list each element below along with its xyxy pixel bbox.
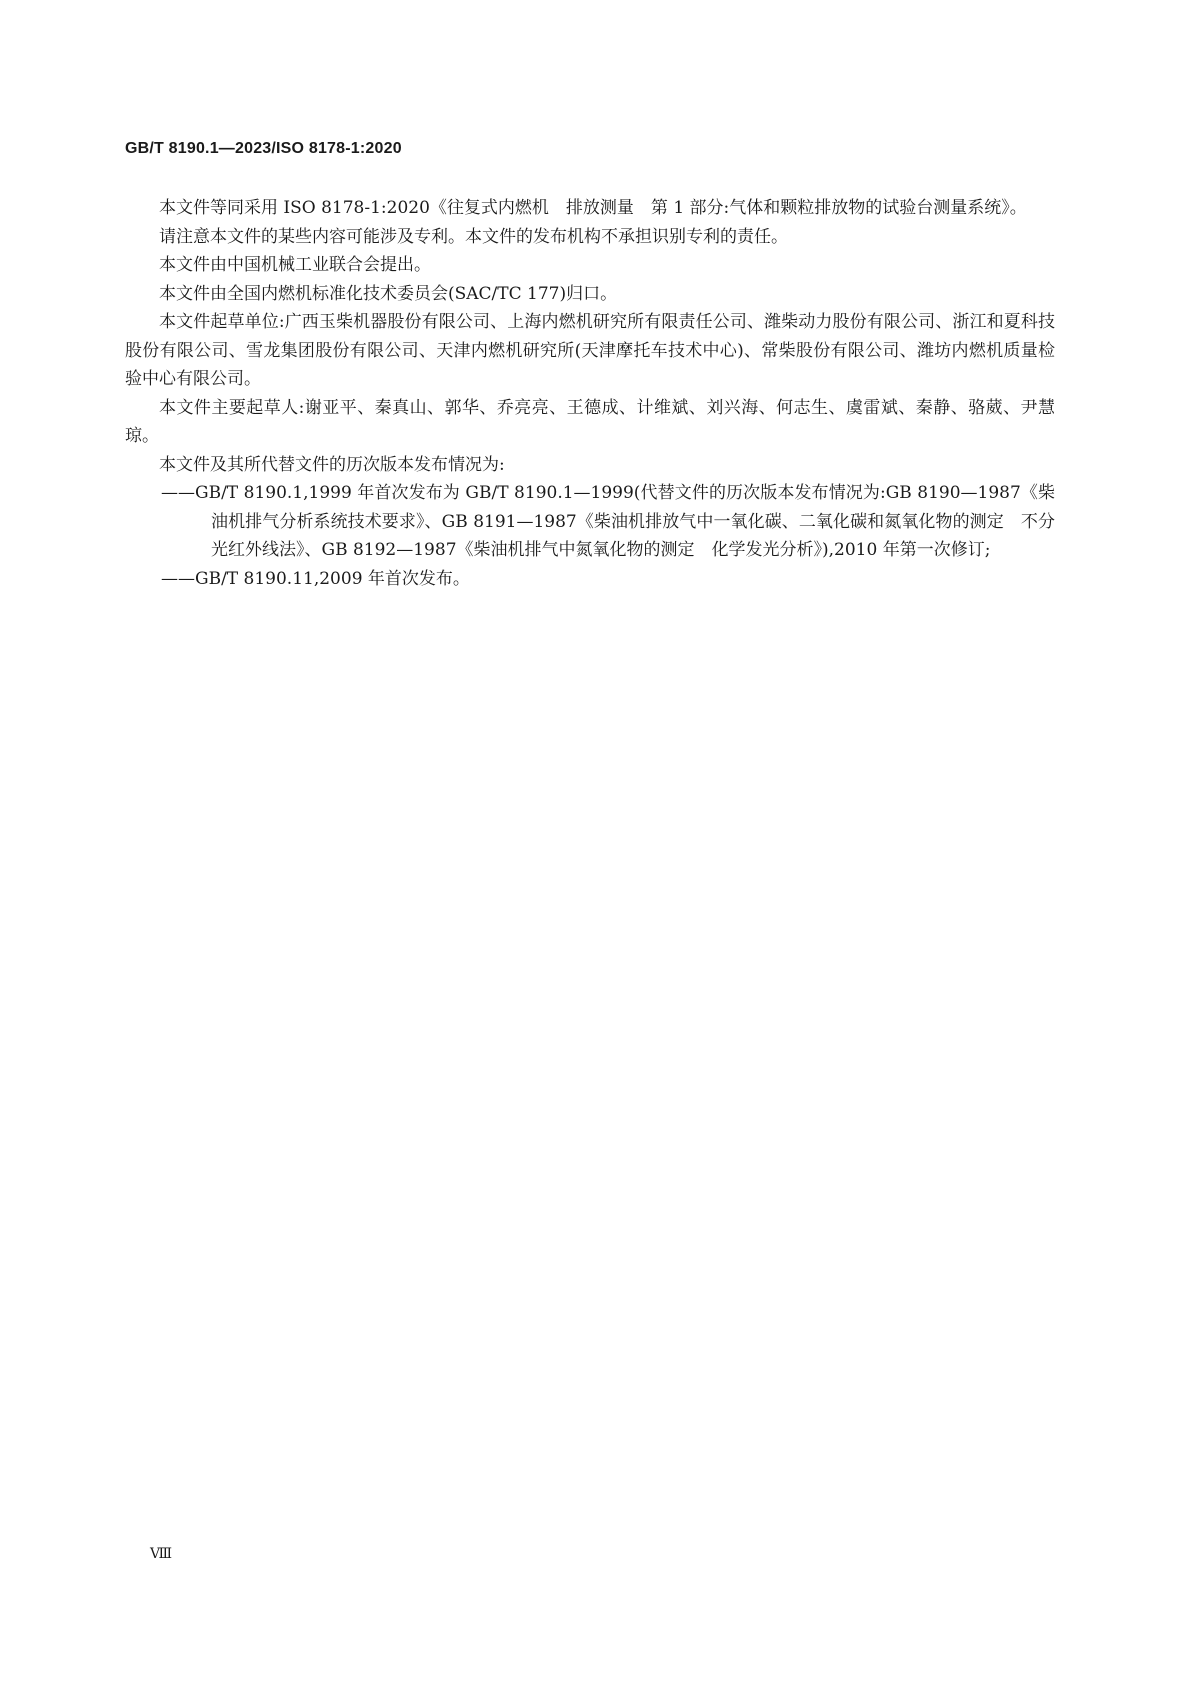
paragraph-proposer: 本文件由中国机械工业联合会提出。	[159, 255, 431, 275]
paragraph-drafters: 本文件主要起草人:谢亚平、秦真山、郭华、乔亮亮、王德成、计维斌、刘兴海、何志生、虞雷斌、秦静、骆葳、尹慧琼。	[125, 397, 1055, 446]
paragraph-committee: 本文件由全国内燃机标准化技术委员会(SAC/TC 177)归口。	[159, 283, 618, 304]
history-item: ——GB/T 8190.11,2009 年首次发布。	[161, 568, 470, 589]
foreword-body	[125, 194, 1055, 593]
page-number: Ⅷ	[150, 1547, 172, 1562]
paragraph-patent-notice: 请注意本文件的某些内容可能涉及专利。本文件的发布机构不承担识别专利的责任。	[159, 226, 788, 247]
document-code-header: GB/T 8190.1—2023/ISO 8178-1:2020	[125, 140, 402, 157]
history-item: ——GB/T 8190.1,1999 年首次发布为 GB/T 8190.1—1999(代替文件的历次版本发布情况为:GB 8190—1987《柴油机排气分析系统技术要求》、GB 8191—1987《柴油机排放气中一氧化碳、二氧化碳和氮氧化物的测定 不分光红外线法》、GB 8192—1987《柴油机排气中氮氧化物的测定 化学发光分析》),2010 年第一次修订;	[161, 483, 1055, 560]
paragraph-drafting-units: 本文件起草单位:广西玉柴机器股份有限公司、上海内燃机研究所有限责任公司、潍柴动力股份有限公司、浙江和夏科技股份有限公司、雪龙集团股份有限公司、天津内燃机研究所(天津摩托车技术中心)、常柴股份有限公司、潍坊内燃机质量检验中心有限公司。	[125, 312, 1055, 389]
version-history-list	[125, 479, 1055, 593]
paragraph-adoption: 本文件等同采用 ISO 8178-1:2020《往复式内燃机 排放测量 第 1 部分:气体和颗粒排放物的试验台测量系统》。	[159, 198, 1027, 218]
paragraph-history-intro: 本文件及其所代替文件的历次版本发布情况为:	[159, 454, 505, 475]
